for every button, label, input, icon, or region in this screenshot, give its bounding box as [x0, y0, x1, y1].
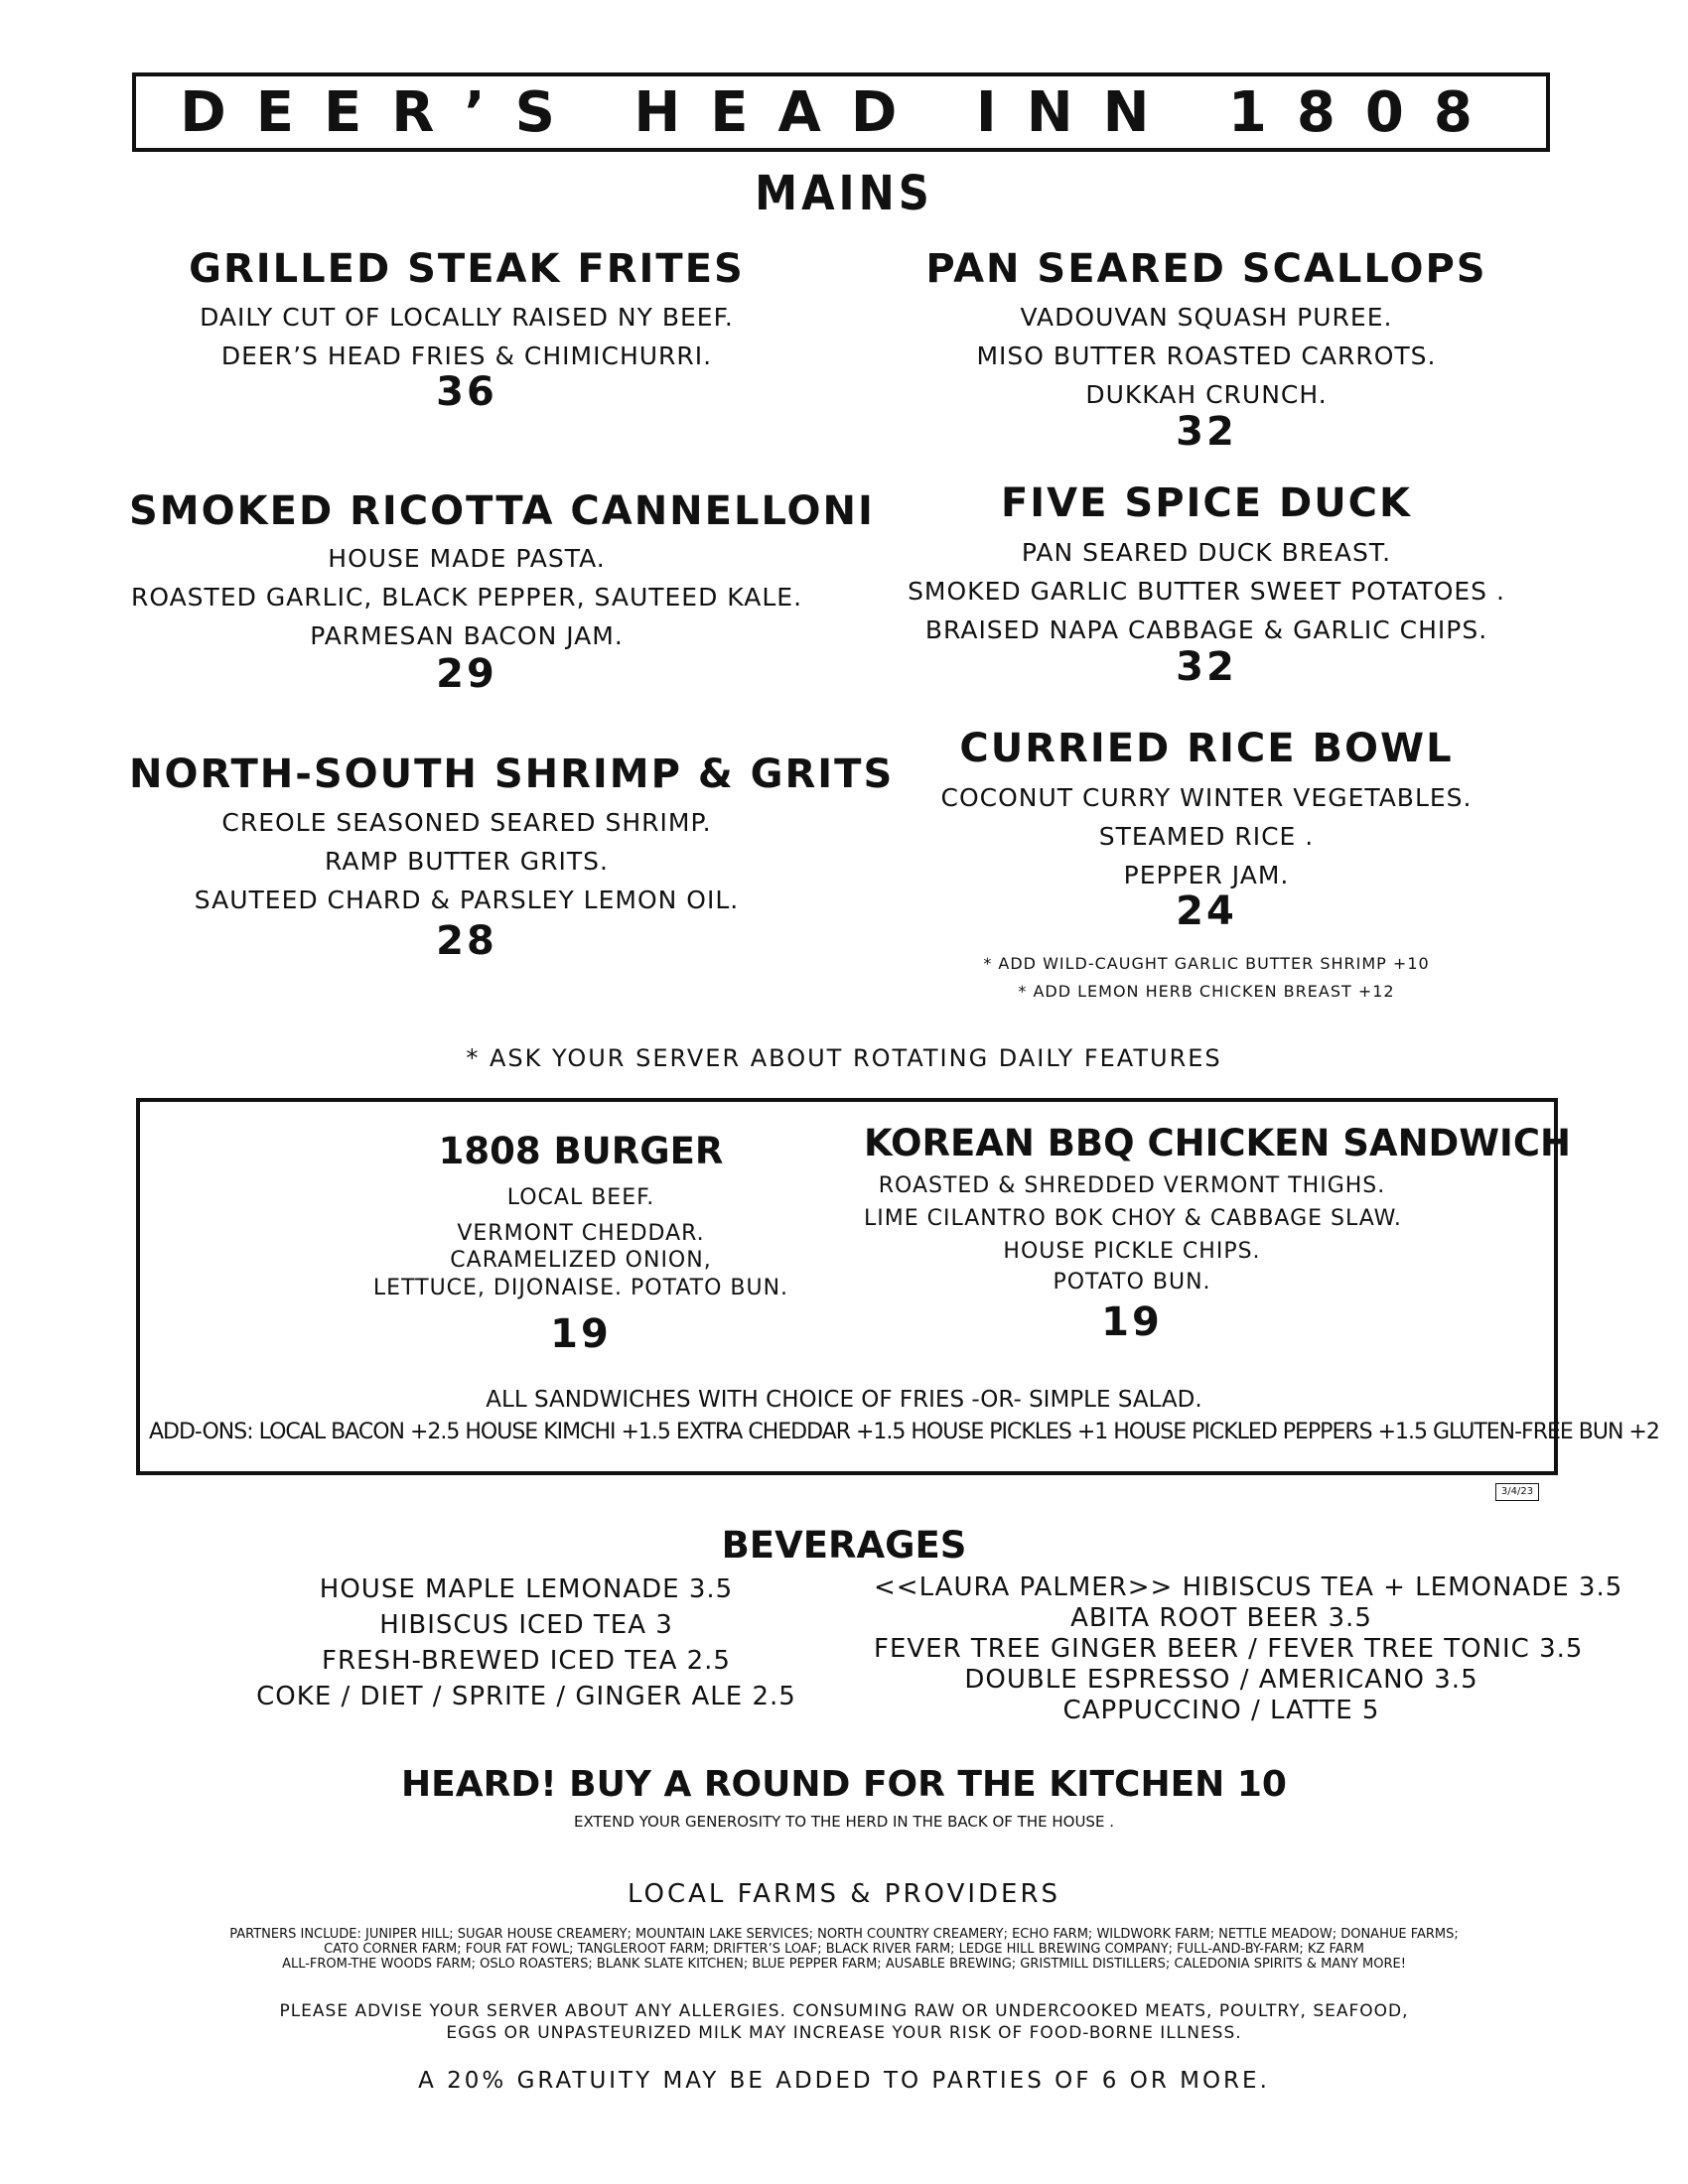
sandwich-price: 19 [1101, 1299, 1163, 1345]
dish-desc: PARMESAN BACON JAM. [310, 621, 624, 650]
dish-desc: SAUTEED CHARD & PARSLEY LEMON OIL. [194, 886, 740, 914]
addon-note: * ADD WILD-CAUGHT GARLIC BUTTER SHRIMP +10 [983, 954, 1430, 973]
sandwich-addons: ADD-ONS: LOCAL BACON +2.5 HOUSE KIMCHI +1.5 EXTRA CHEDDAR +1.5 HOUSE PICKLES +1 HOUSE PICKLED PEPPERS +1.5 GLUTEN-FREE BUN +2 [149, 1420, 1659, 1444]
dish-desc: STEAMED RICE . [1098, 822, 1315, 851]
sandwich-desc: LIME CILANTRO BOK CHOY & CABBAGE SLAW. [864, 1206, 1402, 1231]
beverage-item: ABITA ROOT BEER 3.5 [1070, 1603, 1372, 1633]
allergy-advisory: EGGS OR UNPASTEURIZED MILK MAY INCREASE YOUR RISK OF FOOD-BORNE ILLNESS. [446, 2023, 1242, 2043]
dish-desc: DEER’S HEAD FRIES & CHIMICHURRI. [220, 341, 713, 370]
gratuity-note: A 20% GRATUITY MAY BE ADDED TO PARTIES OF 6 OR MORE. [418, 2068, 1270, 2094]
sandwich-desc: VERMONT CHEDDAR. [457, 1221, 705, 1246]
sandwich-desc: LOCAL BEEF. [506, 1185, 655, 1210]
partners-line: ALL-FROM-THE WOODS FARM; OSLO ROASTERS; BLANK SLATE KITCHEN; BLUE PEPPER FARM; AUSABLE BREWING; GRISTMILL DISTILLERS; CALEDONIA SPIRITS & MANY MORE! [282, 1957, 1406, 1972]
sandwich-price: 19 [550, 1311, 612, 1357]
dish-desc: SMOKED GARLIC BUTTER SWEET POTATOES . [908, 577, 1505, 606]
beverage-item: FRESH-BREWED ICED TEA 2.5 [322, 1646, 731, 1676]
sandwich-desc: POTATO BUN. [1053, 1270, 1211, 1295]
dish-price: 36 [436, 369, 497, 415]
sandwich-name: KOREAN BBQ CHICKEN SANDWICH [864, 1122, 1571, 1164]
dish-desc: RAMP BUTTER GRITS. [325, 847, 609, 876]
dish-name: NORTH-SOUTH SHRIMP & GRITS [129, 751, 895, 797]
dish-desc: BRAISED NAPA CABBAGE & GARLIC CHIPS. [924, 615, 1488, 644]
beverage-item: CAPPUCCINO / LATTE 5 [1062, 1696, 1380, 1725]
restaurant-title: DEER’S HEAD INN 1808 [180, 80, 1502, 145]
date-stamp: 3/4/23 [1495, 1483, 1539, 1501]
beverage-item: COKE / DIET / SPRITE / GINGER ALE 2.5 [256, 1682, 796, 1711]
dish-price: 29 [436, 651, 497, 697]
dish-desc: VADOUVAN SQUASH PUREE. [1020, 303, 1393, 332]
heard-title: HEARD! BUY A ROUND FOR THE KITCHEN 10 [401, 1764, 1287, 1805]
dish-name: SMOKED RICOTTA CANNELLONI [129, 488, 875, 534]
beverage-item: HOUSE MAPLE LEMONADE 3.5 [319, 1574, 734, 1604]
farms-heading: LOCAL FARMS & PROVIDERS [627, 1879, 1061, 1909]
partners-line: PARTNERS INCLUDE: JUNIPER HILL; SUGAR HOUSE CREAMERY; MOUNTAIN LAKE SERVICES; NORTH COUNTRY CREAMERY; ECHO FARM; WILDWORK FARM; NETTLE MEADOW; DONAHUE FARMS; [229, 1927, 1459, 1942]
dish-desc: DAILY CUT OF LOCALLY RAISED NY BEEF. [200, 303, 734, 332]
sandwich-desc: LETTUCE, DIJONAISE. POTATO BUN. [372, 1276, 789, 1300]
dish-desc: ROASTED GARLIC, BLACK PEPPER, SAUTEED KALE. [130, 583, 803, 612]
dish-desc: HOUSE MADE PASTA. [328, 544, 606, 573]
title-banner [132, 72, 1550, 152]
heard-subtitle: EXTEND YOUR GENEROSITY TO THE HERD IN THE BACK OF THE HOUSE . [574, 1813, 1114, 1831]
sandwich-name: 1808 BURGER [438, 1130, 724, 1172]
beverage-item: HIBISCUS ICED TEA 3 [379, 1610, 673, 1640]
sandwich-desc: CARAMELIZED ONION, [450, 1248, 712, 1273]
features-note: * ASK YOUR SERVER ABOUT ROTATING DAILY FEATURES [466, 1044, 1222, 1072]
beverage-item: FEVER TREE GINGER BEER / FEVER TREE TONIC 3.5 [874, 1634, 1584, 1664]
dish-desc: CREOLE SEASONED SEARED SHRIMP. [221, 808, 712, 837]
dish-price: 28 [436, 918, 497, 964]
dish-name: PAN SEARED SCALLOPS [925, 246, 1487, 292]
dish-name: CURRIED RICE BOWL [959, 726, 1454, 771]
dish-price: 32 [1176, 644, 1237, 690]
dish-name: GRILLED STEAK FRITES [189, 246, 745, 292]
dish-price: 24 [1176, 888, 1237, 934]
beverage-item: <<LAURA PALMER>> HIBISCUS TEA + LEMONADE 3.5 [874, 1572, 1623, 1602]
sandwich-desc: HOUSE PICKLE CHIPS. [1003, 1239, 1261, 1264]
dish-price: 32 [1176, 409, 1237, 455]
sandwich-choice: ALL SANDWICHES WITH CHOICE OF FRIES -OR- SIMPLE SALAD. [486, 1387, 1202, 1413]
addon-note: * ADD LEMON HERB CHICKEN BREAST +12 [1018, 982, 1395, 1001]
dish-name: FIVE SPICE DUCK [1000, 480, 1413, 526]
sandwich-desc: ROASTED & SHREDDED VERMONT THIGHS. [878, 1173, 1386, 1198]
beverages-heading: BEVERAGES [721, 1524, 967, 1567]
dish-desc: DUKKAH CRUNCH. [1085, 380, 1328, 409]
partners-line: CATO CORNER FARM; FOUR FAT FOWL; TANGLEROOT FARM; DRIFTER’S LOAF; BLACK RIVER FARM; LEDGE HILL BREWING COMPANY; FULL-AND-BY-FARM; KZ FARM [324, 1942, 1364, 1957]
dish-desc: COCONUT CURRY WINTER VEGETABLES. [940, 783, 1473, 812]
dish-desc: MISO BUTTER ROASTED CARROTS. [976, 341, 1437, 370]
beverage-item: DOUBLE ESPRESSO / AMERICANO 3.5 [964, 1665, 1478, 1695]
allergy-advisory: PLEASE ADVISE YOUR SERVER ABOUT ANY ALLERGIES. CONSUMING RAW OR UNDERCOOKED MEATS, POULTRY, SEAFOOD, [279, 2001, 1409, 2021]
dish-desc: PAN SEARED DUCK BREAST. [1021, 538, 1392, 567]
mains-heading: MAINS [755, 166, 933, 221]
dish-desc: PEPPER JAM. [1123, 861, 1290, 889]
